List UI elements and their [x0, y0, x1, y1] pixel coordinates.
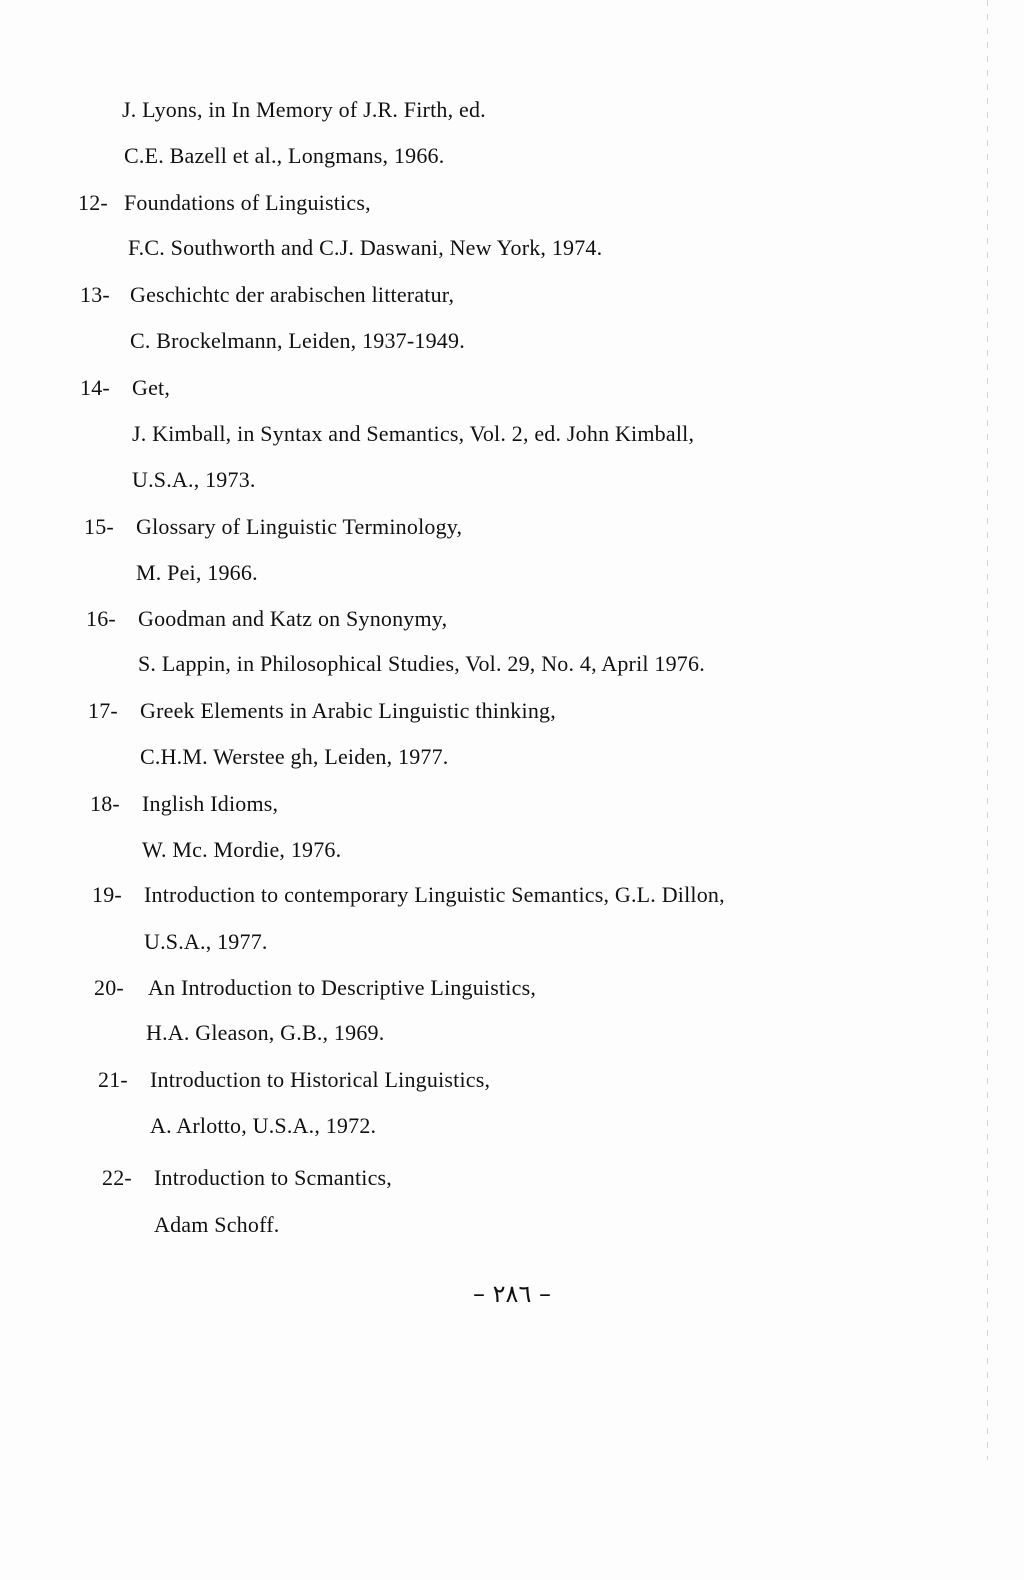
entry-number: 15-	[84, 514, 114, 539]
entry-line	[128, 234, 602, 262]
entry-line	[144, 928, 268, 956]
entry-text: Goodman and Katz on Synonymy,	[138, 606, 448, 631]
entry-line	[80, 374, 170, 402]
entry-number: 14-	[80, 375, 110, 400]
entry-line	[146, 1019, 384, 1047]
entry-text: M. Pei, 1966.	[136, 560, 258, 585]
entry-line	[102, 1164, 392, 1192]
entry-line	[80, 281, 454, 309]
entry-line	[98, 1066, 490, 1094]
entry-number: 18-	[90, 791, 120, 816]
entry-line	[132, 420, 694, 448]
entry-line	[154, 1211, 279, 1239]
entry-text: Greek Elements in Arabic Linguistic thinking,	[140, 698, 556, 723]
entry-text: J. Lyons, in In Memory of J.R. Firth, ed.	[122, 97, 486, 122]
entry-text: An Introduction to Descriptive Linguistics,	[148, 975, 537, 1000]
entry-text: U.S.A., 1977.	[144, 929, 268, 954]
entry-text: Introduction to Scmantics,	[154, 1165, 392, 1190]
entry-text: C. Brockelmann, Leiden, 1937-1949.	[130, 328, 465, 353]
entry-line	[130, 327, 465, 355]
entry-line	[142, 836, 341, 864]
entry-number: 17-	[88, 698, 118, 723]
page-number	[0, 1280, 1024, 1308]
entry-line	[136, 559, 258, 587]
entry-line	[88, 697, 556, 725]
entry-text: Introduction to contemporary Linguistic Semantics, G.L. Dillon,	[144, 882, 725, 907]
entry-text: S. Lappin, in Philosophical Studies, Vol. 29, No. 4, April 1976.	[138, 651, 705, 676]
entry-line	[122, 96, 486, 124]
entry-text: Geschichtc der arabischen litteratur,	[130, 282, 455, 307]
page-number-text: – ٢٨٦ –	[473, 1280, 551, 1308]
entry-line	[90, 790, 278, 818]
entry-line	[138, 650, 705, 678]
entry-text: C.E. Bazell et al., Longmans, 1966.	[124, 143, 445, 168]
entry-line	[124, 142, 444, 170]
entry-text: Introduction to Historical Linguistics,	[150, 1067, 491, 1092]
entry-text: Inglish Idioms,	[142, 791, 279, 816]
entry-line	[86, 605, 447, 633]
entry-text: U.S.A., 1973.	[132, 467, 256, 492]
entry-number: 21-	[98, 1067, 128, 1092]
entry-number: 22-	[102, 1165, 132, 1190]
entry-number: 19-	[92, 882, 122, 907]
entry-line	[150, 1112, 376, 1140]
entry-text: A. Arlotto, U.S.A., 1972.	[150, 1113, 377, 1138]
entry-text: Adam Schoff.	[154, 1212, 280, 1237]
entry-number: 13-	[80, 282, 110, 307]
entry-text: Get,	[132, 375, 171, 400]
entry-text: Glossary of Linguistic Terminology,	[136, 514, 463, 539]
entry-number: 20-	[94, 975, 124, 1000]
entry-text: F.C. Southworth and C.J. Daswani, New York, 1974.	[128, 235, 603, 260]
page-edge-shadow	[987, 0, 988, 1460]
entry-line	[84, 513, 462, 541]
entry-line	[92, 881, 725, 909]
entry-line	[94, 974, 536, 1002]
entry-line	[78, 189, 371, 217]
entry-text: W. Mc. Mordie, 1976.	[142, 837, 342, 862]
entry-text: H.A. Gleason, G.B., 1969.	[146, 1020, 385, 1045]
entry-text: J. Kimball, in Syntax and Semantics, Vol. 2, ed. John Kimball,	[132, 421, 695, 446]
entry-line	[140, 743, 449, 771]
entry-text: C.H.M. Werstee gh, Leiden, 1977.	[140, 744, 449, 769]
entry-text: Foundations of Linguistics,	[124, 190, 371, 215]
entry-line	[132, 466, 256, 494]
entry-number: 12-	[78, 190, 108, 215]
entry-number: 16-	[86, 606, 116, 631]
